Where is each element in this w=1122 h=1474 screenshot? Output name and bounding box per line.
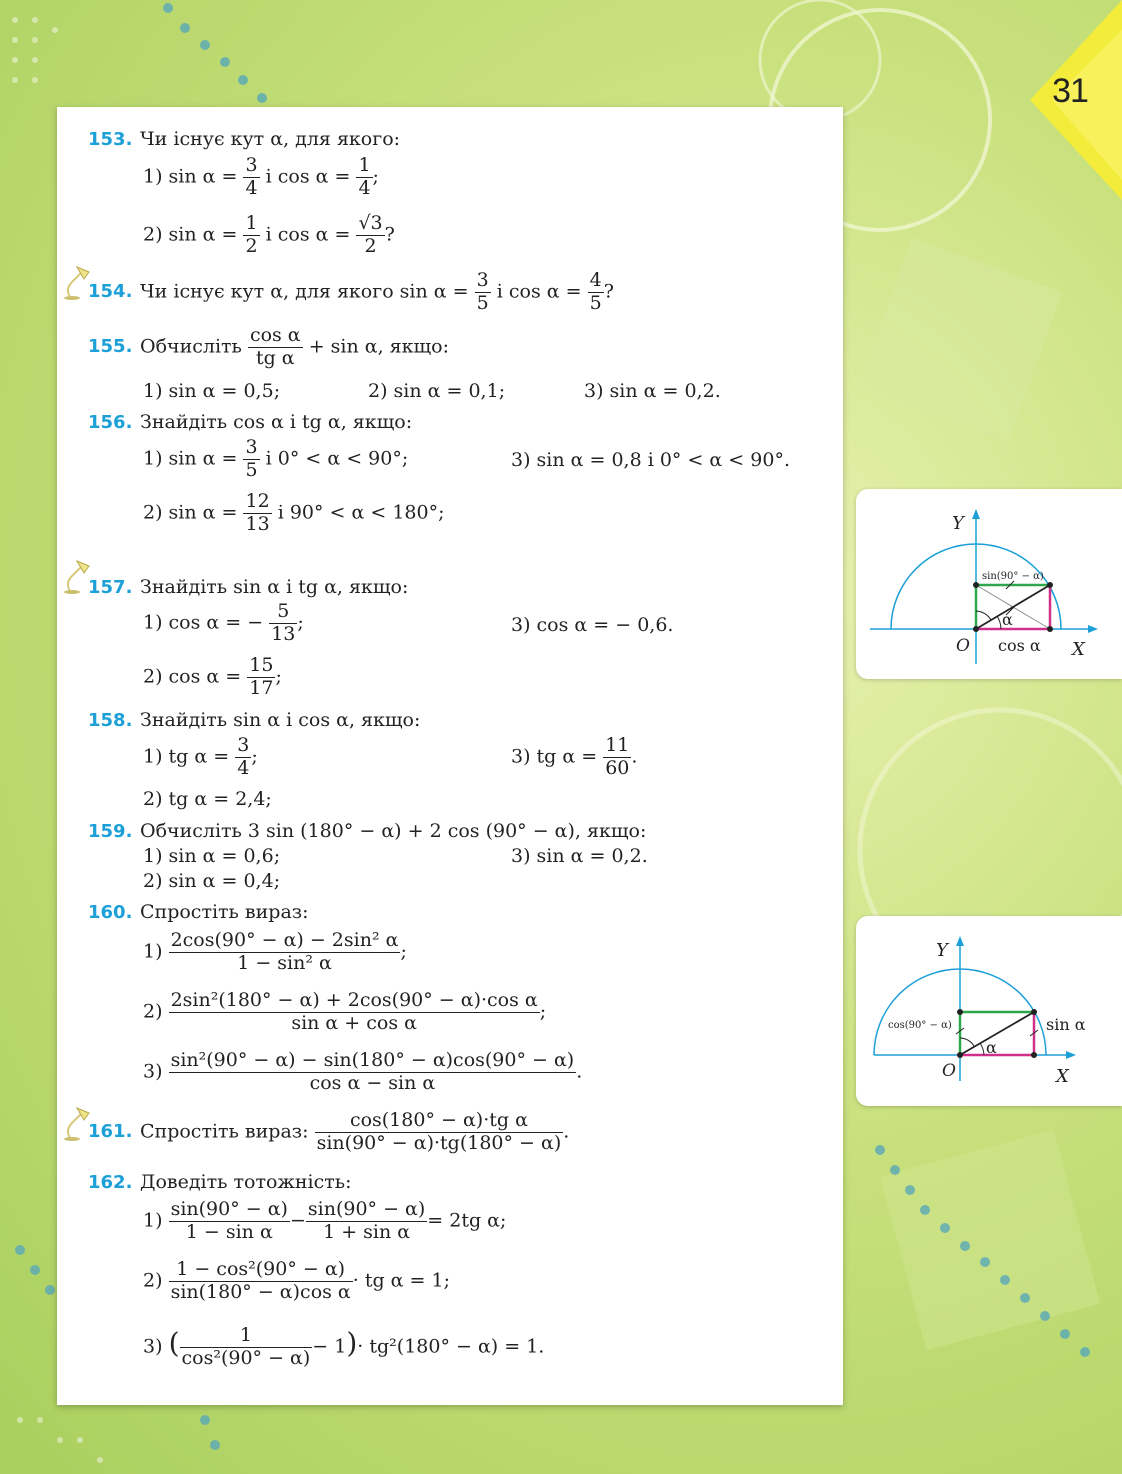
problem-153-item-2: 2) sin α = $\frac{1}{2}$ і cos α = $\frac{√3}{2}$ ? xyxy=(143,212,395,257)
problem-162-expr-2: 2) $\frac{\text{1 − cos²(90° − α)}}{\text{sin(180° − α)cos α}}$ · tg α = 1; xyxy=(143,1258,450,1303)
fraction: $\frac{15}{17}$ xyxy=(249,654,274,699)
problem-162-expr-3: 3) ( $\frac{1}{\text{cos²(90° − α)}}$ − 1)· tg²(180° − α) = 1. xyxy=(143,1324,545,1369)
fraction: $\frac{\text{1 − cos²(90° − α)}}{\text{sin(180° − α)cos α}}$ xyxy=(170,1258,351,1303)
problem-157-item-2: 2) cos α = $\frac{15}{17}$ ; xyxy=(143,654,282,699)
page-number: 31 xyxy=(1052,72,1088,110)
problem-157: 157. Знайдіть sin α і tg α, якщо: xyxy=(88,576,409,598)
problem-156: 156. Знайдіть cos α і tg α, якщо: xyxy=(88,411,413,433)
segment-label: sin α xyxy=(1046,1015,1086,1034)
origin-label: O xyxy=(956,636,970,656)
angle-label: α xyxy=(986,1038,997,1057)
segment-label: sin(90° − α) xyxy=(982,571,1044,582)
fraction: $\frac{5}{13}$ xyxy=(271,600,296,645)
fraction: $\frac{\text{cos α}}{\text{tg α}}$ xyxy=(249,324,301,369)
fraction: $\frac{\sin(90^\circ - \alpha)}{\text{1 − sin α}}$ xyxy=(170,1198,288,1243)
angle-label: α xyxy=(1002,610,1013,629)
figure-card-1 xyxy=(856,489,1122,679)
problem-158-item-1: 1) tg α = $\frac{3}{4}$ ; xyxy=(143,734,258,779)
problem-158-item-2: 2) tg α = 2,4; xyxy=(143,788,272,810)
problem-154: 154. Чи існує кут α, для якого sin α = $\frac{3}{5}$ і cos α = $\frac{4}{5}$ ? xyxy=(88,269,614,314)
problem-159-item-2: 2) sin α = 0,4; xyxy=(143,870,281,892)
fraction: $\frac{3}{4}$ xyxy=(237,734,250,779)
problem-156-item-2: 2) sin α = $\frac{12}{13}$ і 90° < α < 180°; xyxy=(143,490,445,535)
fraction: $\frac{4}{5}$ xyxy=(589,269,602,314)
unit-circle-diagram-1 xyxy=(856,489,1122,679)
fraction: $\frac{\text{2cos(90° − α) − 2sin² α}}{\text{1 − sin² α}}$ xyxy=(170,929,399,974)
fraction: $\frac{\text{2sin²(180° − α) + 2cos(90° − α)·cos α}}{\text{sin α + cos α}}$ xyxy=(170,989,538,1034)
fraction: $\frac{12}{13}$ xyxy=(245,490,270,535)
problem-155-option-2: 2) sin α = 0,1; xyxy=(368,380,506,402)
problem-160-expr-3: 3) $\frac{\text{sin²(90° − α) − sin(180° − α)cos(90° − α)}}{\text{cos α − sin α}}$ . xyxy=(143,1049,583,1094)
fraction: $\frac{1}{2}$ xyxy=(245,212,258,257)
problem-162: 162. Доведіть тотожність: xyxy=(88,1171,352,1193)
problem-156-item-3: 3) sin α = 0,8 і 0° < α < 90°. xyxy=(511,449,790,471)
problem-159-item-1: 1) sin α = 0,6; xyxy=(143,845,281,867)
fraction: $\frac{1}{4}$ xyxy=(358,154,371,199)
problem-157-item-3: 3) cos α = − 0,6. xyxy=(511,614,674,636)
fraction: $\frac{1}{\text{cos²(90° − α)}}$ xyxy=(181,1324,311,1369)
fraction: $\frac{√3}{2}$ xyxy=(358,212,383,257)
x-axis-label: X xyxy=(1072,639,1085,660)
unit-circle-diagram-2 xyxy=(856,916,1122,1106)
problem-161: 161. Спростіть вираз: $\frac{\text{cos(180° − α)·tg α}}{\sin(90^\circ - \alpha)\cdot tg(180^\circ - \alpha)}$ . xyxy=(88,1109,570,1154)
fraction: $\frac{11}{60}$ xyxy=(605,734,630,779)
problem-158-item-3: 3) tg α = $\frac{11}{60}$ . xyxy=(511,734,638,779)
problem-160-expr-2: 2) $\frac{\text{2sin²(180° − α) + 2cos(90° − α)·cos α}}{\text{sin α + cos α}}$ ; xyxy=(143,989,547,1034)
fraction: $\frac{3}{5}$ xyxy=(476,269,489,314)
problem-153-item-1: 1) sin α = $\frac{3}{4}$ і cos α = $\frac{1}{4}$ ; xyxy=(143,154,379,199)
problem-156-item-1: 1) sin α = $\frac{3}{5}$ і 0° < α < 90°; xyxy=(143,436,409,481)
fraction: $\frac{\text{sin²(90° − α) − sin(180° − α)cos(90° − α)}}{\text{cos α − sin α}}$ xyxy=(170,1049,575,1094)
problem-160-expr-1: 1) $\frac{\text{2cos(90° − α) − 2sin² α}}{\text{1 − sin² α}}$ ; xyxy=(143,929,407,974)
problem-text: Чи існує кут α, для якого: xyxy=(140,128,401,150)
y-axis-label: Y xyxy=(936,940,948,961)
segment-label: cos α xyxy=(998,636,1041,655)
x-axis-label: X xyxy=(1056,1066,1069,1087)
problem-159-item-3: 3) sin α = 0,2. xyxy=(511,845,648,867)
fraction: $\frac{3}{4}$ xyxy=(245,154,258,199)
fraction: $\frac{\text{cos(180° − α)·tg α}}{\sin(90^\circ - \alpha)\cdot tg(180^\circ - \alpha)}$ xyxy=(316,1109,562,1154)
problem-155-option-3: 3) sin α = 0,2. xyxy=(584,380,721,402)
problem-157-item-1: 1) cos α = − $\frac{5}{13}$ ; xyxy=(143,600,304,645)
fraction: $\frac{\sin(90^\circ - \alpha)}{\text{1 + sin α}}$ xyxy=(307,1198,426,1243)
problem-number: 153. xyxy=(88,129,133,150)
problem-155-option-1: 1) sin α = 0,5; xyxy=(143,380,281,402)
segment-label: cos(90° − α) xyxy=(888,1020,952,1031)
y-axis-label: Y xyxy=(952,513,964,534)
problem-153 xyxy=(88,130,400,149)
problem-160: 160. Спростіть вираз: xyxy=(88,901,309,923)
problem-162-expr-1: 1) $\frac{\sin(90^\circ - \alpha)}{\text{1 − sin α}}$ − $\frac{\sin(90^\circ - \alpha)}{\text{1 + sin α}}$ = 2tg α; xyxy=(143,1198,507,1243)
figure-card-2 xyxy=(856,916,1122,1106)
problem-155: 155. Обчисліть $\frac{\text{cos α}}{\text{tg α}}$ + sin α, якщо: xyxy=(88,324,450,369)
problem-159: 159. Обчисліть 3 sin (180° − α) + 2 cos (90° − α), якщо: xyxy=(88,820,647,842)
origin-label: O xyxy=(942,1061,956,1081)
fraction: $\frac{3}{5}$ xyxy=(245,436,258,481)
problem-158: 158. Знайдіть sin α і cos α, якщо: xyxy=(88,709,421,731)
